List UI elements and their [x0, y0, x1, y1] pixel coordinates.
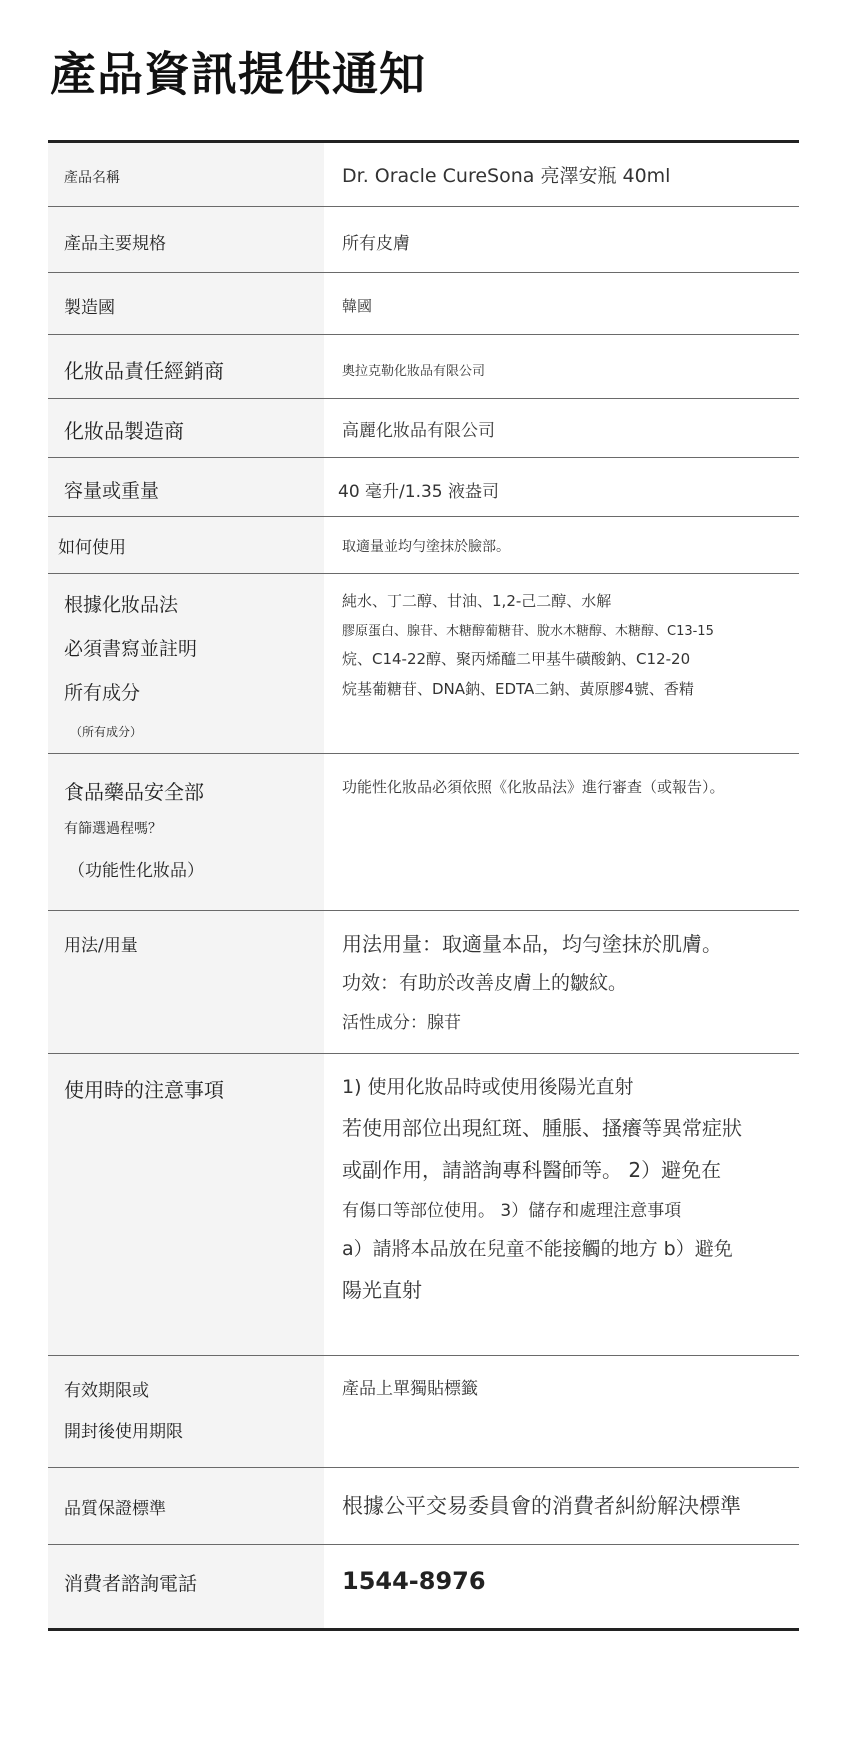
value-text: Dr. Oracle CureSona 亮澤安瓶 40ml	[342, 165, 671, 187]
row-value	[324, 574, 799, 753]
label-line: 開封後使用期限	[64, 1422, 183, 1442]
value-line: 用法用量：取適量本品，均勻塗抹於肌膚。	[342, 932, 722, 956]
label-line: 必須書寫並註明	[64, 638, 198, 660]
label-text: 消費者諮詢電話	[64, 1573, 198, 1595]
row-value	[324, 1545, 799, 1628]
label-text: 產品名稱	[64, 170, 120, 186]
label-line: 所有成分	[64, 682, 141, 704]
row-precautions	[48, 1054, 799, 1356]
value-line: a）請將本品放在兒童不能接觸的地方 b）避免	[342, 1238, 733, 1260]
row-value	[324, 207, 799, 272]
label-note: （所有成分）	[70, 725, 143, 739]
row-label	[48, 1545, 324, 1628]
row-label	[48, 273, 324, 334]
label-text: 產品主要規格	[64, 234, 166, 254]
row-label	[48, 1356, 324, 1467]
label-text: 化妝品責任經銷商	[64, 359, 224, 383]
value-text: 40 毫升/1.35 液盎司	[338, 482, 500, 502]
row-value	[324, 458, 799, 516]
page-title: 產品資訊提供通知	[50, 47, 426, 101]
row-country	[48, 273, 799, 335]
label-text: 容量或重量	[64, 480, 160, 502]
row-quality-standard	[48, 1468, 799, 1545]
row-value	[324, 911, 799, 1053]
row-label	[48, 207, 324, 272]
row-label	[48, 458, 324, 516]
row-label	[48, 335, 324, 398]
label-text: 品質保證標準	[64, 1499, 166, 1519]
ingredient-line: 膠原蛋白、腺苷、木糖醇葡糖苷、脫水木糖醇、木糖醇、C13-15	[342, 624, 714, 639]
row-label	[48, 574, 324, 753]
row-value	[324, 1054, 799, 1355]
value-line: 活性成分：腺苷	[342, 1013, 461, 1033]
value-line: 陽光直射	[342, 1278, 422, 1302]
row-distributor	[48, 335, 799, 399]
row-ingredients	[48, 574, 799, 754]
value-line: 有傷口等部位使用。 3）儲存和處理注意事項	[342, 1201, 682, 1221]
ingredient-line: 烷基葡糖苷、DNA鈉、EDTA二鈉、黃原膠4號、香精	[342, 680, 694, 698]
row-volume	[48, 458, 799, 517]
row-expiry	[48, 1356, 799, 1468]
value-text: 奧拉克勒化妝品有限公司	[342, 364, 486, 379]
value-text: 取適量並均勻塗抹於臉部。	[342, 539, 510, 555]
label-text: 製造國	[64, 298, 115, 318]
row-manufacturer	[48, 399, 799, 458]
row-value	[324, 1356, 799, 1467]
label-text: 化妝品製造商	[64, 419, 184, 443]
value-text: 根據公平交易委員會的消費者糾紛解決標準	[342, 1494, 741, 1518]
label-text: 使用時的注意事項	[64, 1078, 224, 1102]
label-note: （功能性化妝品）	[68, 861, 204, 881]
row-value	[324, 517, 799, 573]
row-value	[324, 143, 799, 206]
row-label	[48, 143, 324, 206]
phone-number: 1544-8976	[342, 1567, 486, 1595]
row-value	[324, 335, 799, 398]
row-value	[324, 273, 799, 334]
value-line: 1) 使用化妝品時或使用後陽光直射	[342, 1076, 634, 1098]
label-main: 食品藥品安全部	[64, 780, 204, 804]
row-value	[324, 754, 799, 910]
row-label	[48, 399, 324, 457]
row-label	[48, 754, 324, 910]
value-text: 韓國	[342, 297, 373, 315]
row-label	[48, 1054, 324, 1355]
row-value	[324, 1468, 799, 1544]
row-label	[48, 517, 324, 573]
value-line: 功效：有助於改善皮膚上的皺紋。	[342, 972, 628, 994]
row-main-spec	[48, 207, 799, 273]
row-label	[48, 911, 324, 1053]
row-product-name	[48, 143, 799, 207]
ingredient-line: 純水、丁二醇、甘油、1,2-己二醇、水解	[342, 592, 612, 610]
value-text: 功能性化妝品必須依照《化妝品法》進行審查（或報告）。	[342, 778, 725, 796]
value-text: 產品上單獨貼標籤	[342, 1379, 478, 1399]
label-line: 根據化妝品法	[64, 594, 179, 616]
value-line: 若使用部位出現紅斑、腫脹、搔癢等異常症狀	[342, 1116, 742, 1140]
value-line: 或副作用，請諮詢專科醫師等。 2）避免在	[342, 1158, 722, 1182]
label-sub: 有篩選過程嗎？	[64, 821, 162, 837]
product-info-table	[48, 140, 799, 1631]
row-consumer-phone	[48, 1545, 799, 1631]
label-text: 如何使用	[58, 538, 126, 558]
row-usage-dosage	[48, 911, 799, 1054]
row-value	[324, 399, 799, 457]
value-text: 所有皮膚	[342, 234, 410, 254]
row-label	[48, 1468, 324, 1544]
row-mfds-review	[48, 754, 799, 911]
row-how-to-use	[48, 517, 799, 574]
label-line: 有效期限或	[64, 1381, 149, 1401]
ingredient-line: 烷、C14-22醇、聚丙烯醯二甲基牛磺酸鈉、C12-20	[342, 650, 691, 668]
label-text: 用法/用量	[64, 936, 138, 956]
value-text: 高麗化妝品有限公司	[342, 421, 495, 441]
